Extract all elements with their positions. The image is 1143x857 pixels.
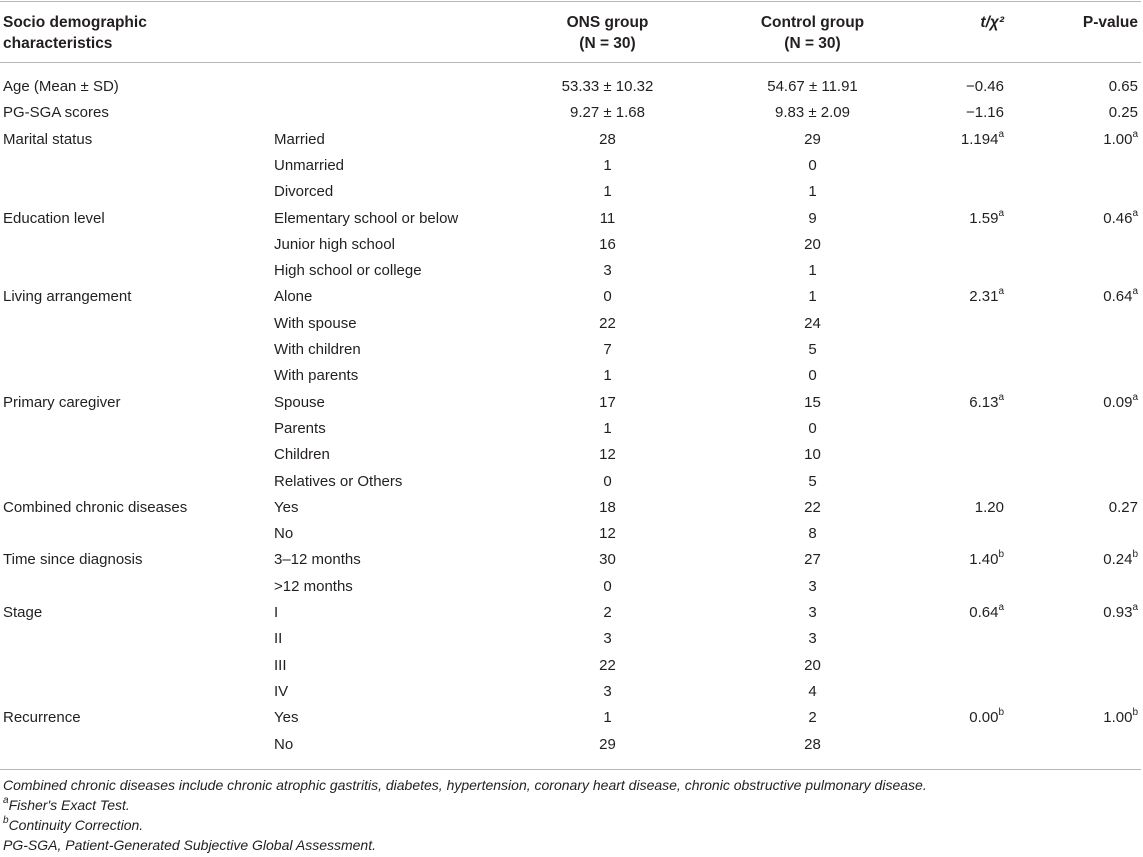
row-control-value-text: 1 [808,183,817,201]
row-category [274,629,282,649]
row-p-value-superscript: a [1132,602,1138,613]
row-category [274,472,402,492]
row-category-text: No [274,525,294,543]
row-ons-value-text: 22 [599,314,616,332]
row-control-value-text: 3 [808,604,817,621]
row-ons-value-text: 2 [603,604,612,621]
row-ons-value [498,209,717,229]
row-control-value [703,182,922,202]
row-control-value-text: 10 [804,446,821,464]
row-characteristic [3,603,42,623]
row-control-value-text: 20 [804,235,821,253]
row-characteristic-text: Stage [3,604,43,621]
row-control-value [703,209,922,229]
row-ons-value [498,103,717,123]
row-ons-value [498,682,717,702]
row-control-value-text: 20 [804,656,821,674]
header-ons-group [498,12,717,54]
row-category [274,550,361,570]
row-control-value-text: 3 [808,630,817,648]
row-ons-value [498,603,717,623]
row-control-value [703,340,922,360]
row-ons-value [498,261,717,281]
row-control-value-text: 28 [804,735,821,753]
row-ons-value-text: 1 [603,419,612,437]
header-characteristics [3,12,147,54]
row-ons-value-text: 3 [603,630,612,648]
row-control-value-text: 9 [808,209,817,227]
row-category [274,156,344,176]
row-ons-value [498,314,717,334]
row-p-value-superscript: a [1132,207,1138,219]
row-category-text: Children [274,446,330,464]
row-control-value [703,656,922,676]
row-control-value [703,77,922,97]
row-test-statistic [900,393,1004,413]
header-control-line1: Control group [760,14,865,31]
row-ons-value-text: 28 [599,130,616,148]
row-characteristic [3,550,143,570]
row-category [274,682,288,702]
row-test-statistic-superscript: a [998,602,1004,613]
row-control-value [703,366,922,386]
row-category-text: Alone [274,288,313,306]
row-p-value [1030,77,1138,97]
row-control-value [703,577,922,597]
row-test-statistic-text: 1.59 [969,209,999,227]
row-test-statistic-superscript: b [998,707,1004,719]
row-ons-value [498,550,717,570]
row-ons-value-text: 3 [603,682,612,700]
row-characteristic-text: Primary caregiver [3,393,121,411]
row-control-value-text: 15 [804,393,821,411]
row-ons-value-text: 18 [599,498,616,516]
row-category [274,340,361,360]
row-p-value-text: 1.00 [1103,709,1133,727]
row-ons-value [498,235,717,255]
footnote-chronic-diseases: Combined chronic diseases include chronic atrophic gastritis, diabetes, hypertension, coronary heart disease, chronic obstructive pulmonary disease. [3,777,927,793]
row-category-text: I [274,604,279,621]
row-ons-value [498,629,717,649]
row-category-text: With children [274,341,361,358]
row-control-value [703,419,922,439]
row-characteristic-text: PG-SGA scores [3,104,109,122]
row-category [274,287,312,307]
row-control-value-text: 1 [808,288,817,306]
row-p-value [1030,603,1138,623]
row-ons-value [498,340,717,360]
row-characteristic [3,498,187,518]
header-p-value: P-value [1082,14,1138,31]
row-p-value-text: 1.00 [1103,130,1133,148]
row-control-value [703,550,922,570]
row-ons-value-text: 29 [599,735,616,753]
row-category [274,577,353,597]
row-control-value [703,603,922,623]
row-ons-value-text: 9.27 ± 1.68 [570,104,645,122]
row-p-value-text: 0.27 [1108,498,1138,516]
row-characteristic [3,287,131,307]
header-test-statistic: t/χ² [980,14,1004,31]
row-p-value-superscript: b [1132,707,1138,719]
row-ons-value [498,498,717,518]
row-category-text: Junior high school [274,235,395,253]
row-category-text: Parents [274,419,326,437]
top-rule [0,1,1141,2]
row-test-statistic-superscript: a [998,391,1004,403]
row-test-statistic [900,708,1004,728]
row-control-value [703,103,922,123]
row-control-value [703,472,922,492]
row-characteristic [3,209,105,229]
row-category [274,708,298,728]
row-control-value [703,735,922,755]
row-category-text: Yes [274,498,299,516]
row-test-statistic-text: 0.00 [969,709,999,727]
row-ons-value-text: 17 [599,393,616,411]
row-ons-value-text: 16 [599,235,616,253]
row-characteristic [3,708,81,728]
row-control-value-text: 0 [808,367,817,385]
row-test-statistic-superscript: b [998,549,1004,561]
row-ons-value [498,393,717,413]
row-control-value [703,445,922,465]
row-ons-value-text: 0 [603,472,612,490]
row-control-value-text: 2 [808,709,817,727]
row-test-statistic-superscript: a [998,286,1004,298]
row-control-value-text: 27 [804,551,821,569]
row-characteristic [3,130,92,150]
bottom-rule [0,769,1141,770]
row-category-text: II [274,630,283,648]
row-p-value [1030,209,1138,229]
row-category [274,393,325,413]
row-characteristic-text: Combined chronic diseases [3,498,188,516]
row-p-value [1030,103,1138,123]
row-control-value-text: 3 [808,577,817,595]
row-control-value [703,235,922,255]
row-ons-value [498,577,717,597]
row-ons-value [498,656,717,676]
row-test-statistic [900,550,1004,570]
row-ons-value-text: 0 [603,288,612,306]
row-test-statistic [900,130,1004,150]
row-control-value-text: 0 [808,156,817,174]
row-category-text: High school or college [274,262,422,280]
row-category [274,445,330,465]
row-p-value-superscript: a [1132,391,1138,403]
row-control-value-text: 24 [804,314,821,332]
row-category [274,366,358,386]
row-p-value-text: 0.65 [1108,78,1138,95]
row-p-value-text: 0.64 [1103,288,1133,306]
row-category [274,261,422,281]
row-characteristic-text: Time since diagnosis [3,551,143,569]
row-ons-value [498,445,717,465]
row-p-value-text: 0.25 [1108,104,1138,122]
row-p-value-superscript: a [1132,286,1138,298]
row-control-value-text: 5 [808,341,817,358]
row-ons-value-text: 12 [599,525,616,543]
row-ons-value-text: 11 [599,209,616,227]
row-test-statistic [900,603,1004,623]
row-ons-value [498,287,717,307]
row-characteristic-text: Living arrangement [3,288,132,306]
row-ons-value-text: 53.33 ± 10.32 [561,78,654,95]
row-ons-value [498,472,717,492]
row-test-statistic-text: 2.31 [969,288,999,306]
row-control-value [703,287,922,307]
row-category [274,419,326,439]
row-category [274,656,287,676]
row-category [274,182,333,202]
row-ons-value [498,156,717,176]
row-test-statistic-superscript: a [998,207,1004,219]
row-test-statistic-text: −0.46 [966,78,1004,95]
row-ons-value-text: 1 [603,156,612,174]
row-control-value [703,682,922,702]
row-category-text: III [274,656,287,674]
row-test-statistic [900,77,1004,97]
row-test-statistic [900,498,1004,518]
row-ons-value [498,419,717,439]
row-ons-value [498,735,717,755]
header-characteristics-line1: Socio demographic [3,14,147,31]
row-test-statistic-text: 0.64 [969,604,999,621]
row-p-value-superscript: a [1132,128,1138,140]
row-test-statistic [900,287,1004,307]
row-control-value [703,629,922,649]
row-ons-value-text: 1 [603,183,612,201]
row-test-statistic-text: 6.13 [969,393,999,411]
row-characteristic [3,393,121,413]
row-control-value-text: 9.83 ± 2.09 [775,104,850,122]
row-test-statistic [900,209,1004,229]
row-category-text: Yes [274,709,299,727]
row-ons-value-text: 3 [603,262,612,280]
row-category [274,235,395,255]
row-control-value [703,261,922,281]
footnote-abbreviation: PG-SGA, Patient-Generated Subjective Global Assessment. [3,837,376,853]
row-control-value [703,393,922,413]
row-p-value-text: 0.24 [1103,551,1133,569]
row-control-value [703,498,922,518]
row-category [274,314,357,334]
row-ons-value [498,77,717,97]
row-test-statistic-superscript: a [998,128,1004,140]
footnote-b-text: Continuity Correction. [8,817,144,833]
row-p-value [1030,550,1138,570]
row-characteristic-text: Education level [3,209,105,227]
row-ons-value-text: 1 [603,367,612,385]
footnote-b-marker: b [3,815,9,827]
row-ons-value [498,130,717,150]
footnote-a-text: Fisher's Exact Test. [8,797,130,813]
row-p-value-superscript: b [1132,549,1138,561]
row-category [274,524,293,544]
row-category-text: No [274,735,294,753]
footnote-b [3,816,143,834]
row-ons-value [498,366,717,386]
row-control-value [703,156,922,176]
row-characteristic-text: Recurrence [3,709,81,727]
row-category-text: Elementary school or below [274,209,459,227]
row-ons-value-text: 12 [599,446,616,464]
row-p-value-text: 0.93 [1103,604,1133,621]
row-characteristic [3,77,119,97]
row-category-text: 3–12 months [274,551,361,569]
row-control-value [703,708,922,728]
row-p-value-text: 0.46 [1103,209,1133,227]
row-test-statistic [900,103,1004,123]
row-test-statistic-text: −1.16 [966,104,1004,122]
row-category-text: >12 months [274,577,353,595]
row-control-value [703,524,922,544]
row-p-value [1030,708,1138,728]
header-characteristics-line2: characteristics [3,35,113,52]
row-p-value [1030,130,1138,150]
header-control-line2: (N = 30) [784,35,841,52]
row-control-value [703,314,922,334]
row-ons-value [498,182,717,202]
row-p-value-text: 0.09 [1103,393,1133,411]
row-control-value-text: 4 [808,682,817,700]
row-control-value-text: 54.67 ± 11.91 [767,78,858,95]
row-category-text: With parents [274,367,359,385]
row-ons-value-text: 7 [603,341,612,358]
row-category-text: With spouse [274,314,357,332]
row-category-text: Unmarried [274,156,345,174]
row-control-value-text: 1 [808,262,817,280]
row-category-text: Relatives or Others [274,472,403,490]
row-control-value-text: 22 [804,498,821,516]
row-ons-value-text: 30 [599,551,616,569]
row-p-value [1030,393,1138,413]
row-p-value [1030,287,1138,307]
footnote-a-marker: a [3,795,9,807]
header-rule [0,62,1141,63]
row-control-value-text: 5 [808,472,817,490]
row-category-text: IV [274,682,289,700]
header-ons-line2: (N = 30) [579,35,636,52]
footnote-a [3,796,130,814]
row-ons-value-text: 22 [599,656,616,674]
row-control-value-text: 0 [808,419,817,437]
header-ons-line1: ONS group [566,14,649,31]
row-ons-value-text: 0 [603,577,612,595]
row-control-value-text: 8 [808,525,817,543]
row-category-text: Spouse [274,393,325,411]
row-characteristic-text: Age (Mean ± SD) [3,78,119,95]
row-test-statistic-text: 1.20 [974,498,1004,516]
header-control-group [703,12,922,54]
row-category [274,498,298,518]
row-ons-value [498,708,717,728]
row-category [274,735,293,755]
row-category [274,209,458,229]
row-test-statistic-text: 1.194 [960,130,999,148]
row-ons-value-text: 1 [603,709,612,727]
row-characteristic-text: Marital status [3,130,93,148]
row-category [274,603,278,623]
row-characteristic [3,103,109,123]
row-ons-value [498,524,717,544]
row-category [274,130,325,150]
row-category-text: Married [274,130,325,148]
row-control-value [703,130,922,150]
row-p-value [1030,498,1138,518]
row-test-statistic-text: 1.40 [969,551,999,569]
row-category-text: Divorced [274,183,334,201]
row-control-value-text: 29 [804,130,821,148]
